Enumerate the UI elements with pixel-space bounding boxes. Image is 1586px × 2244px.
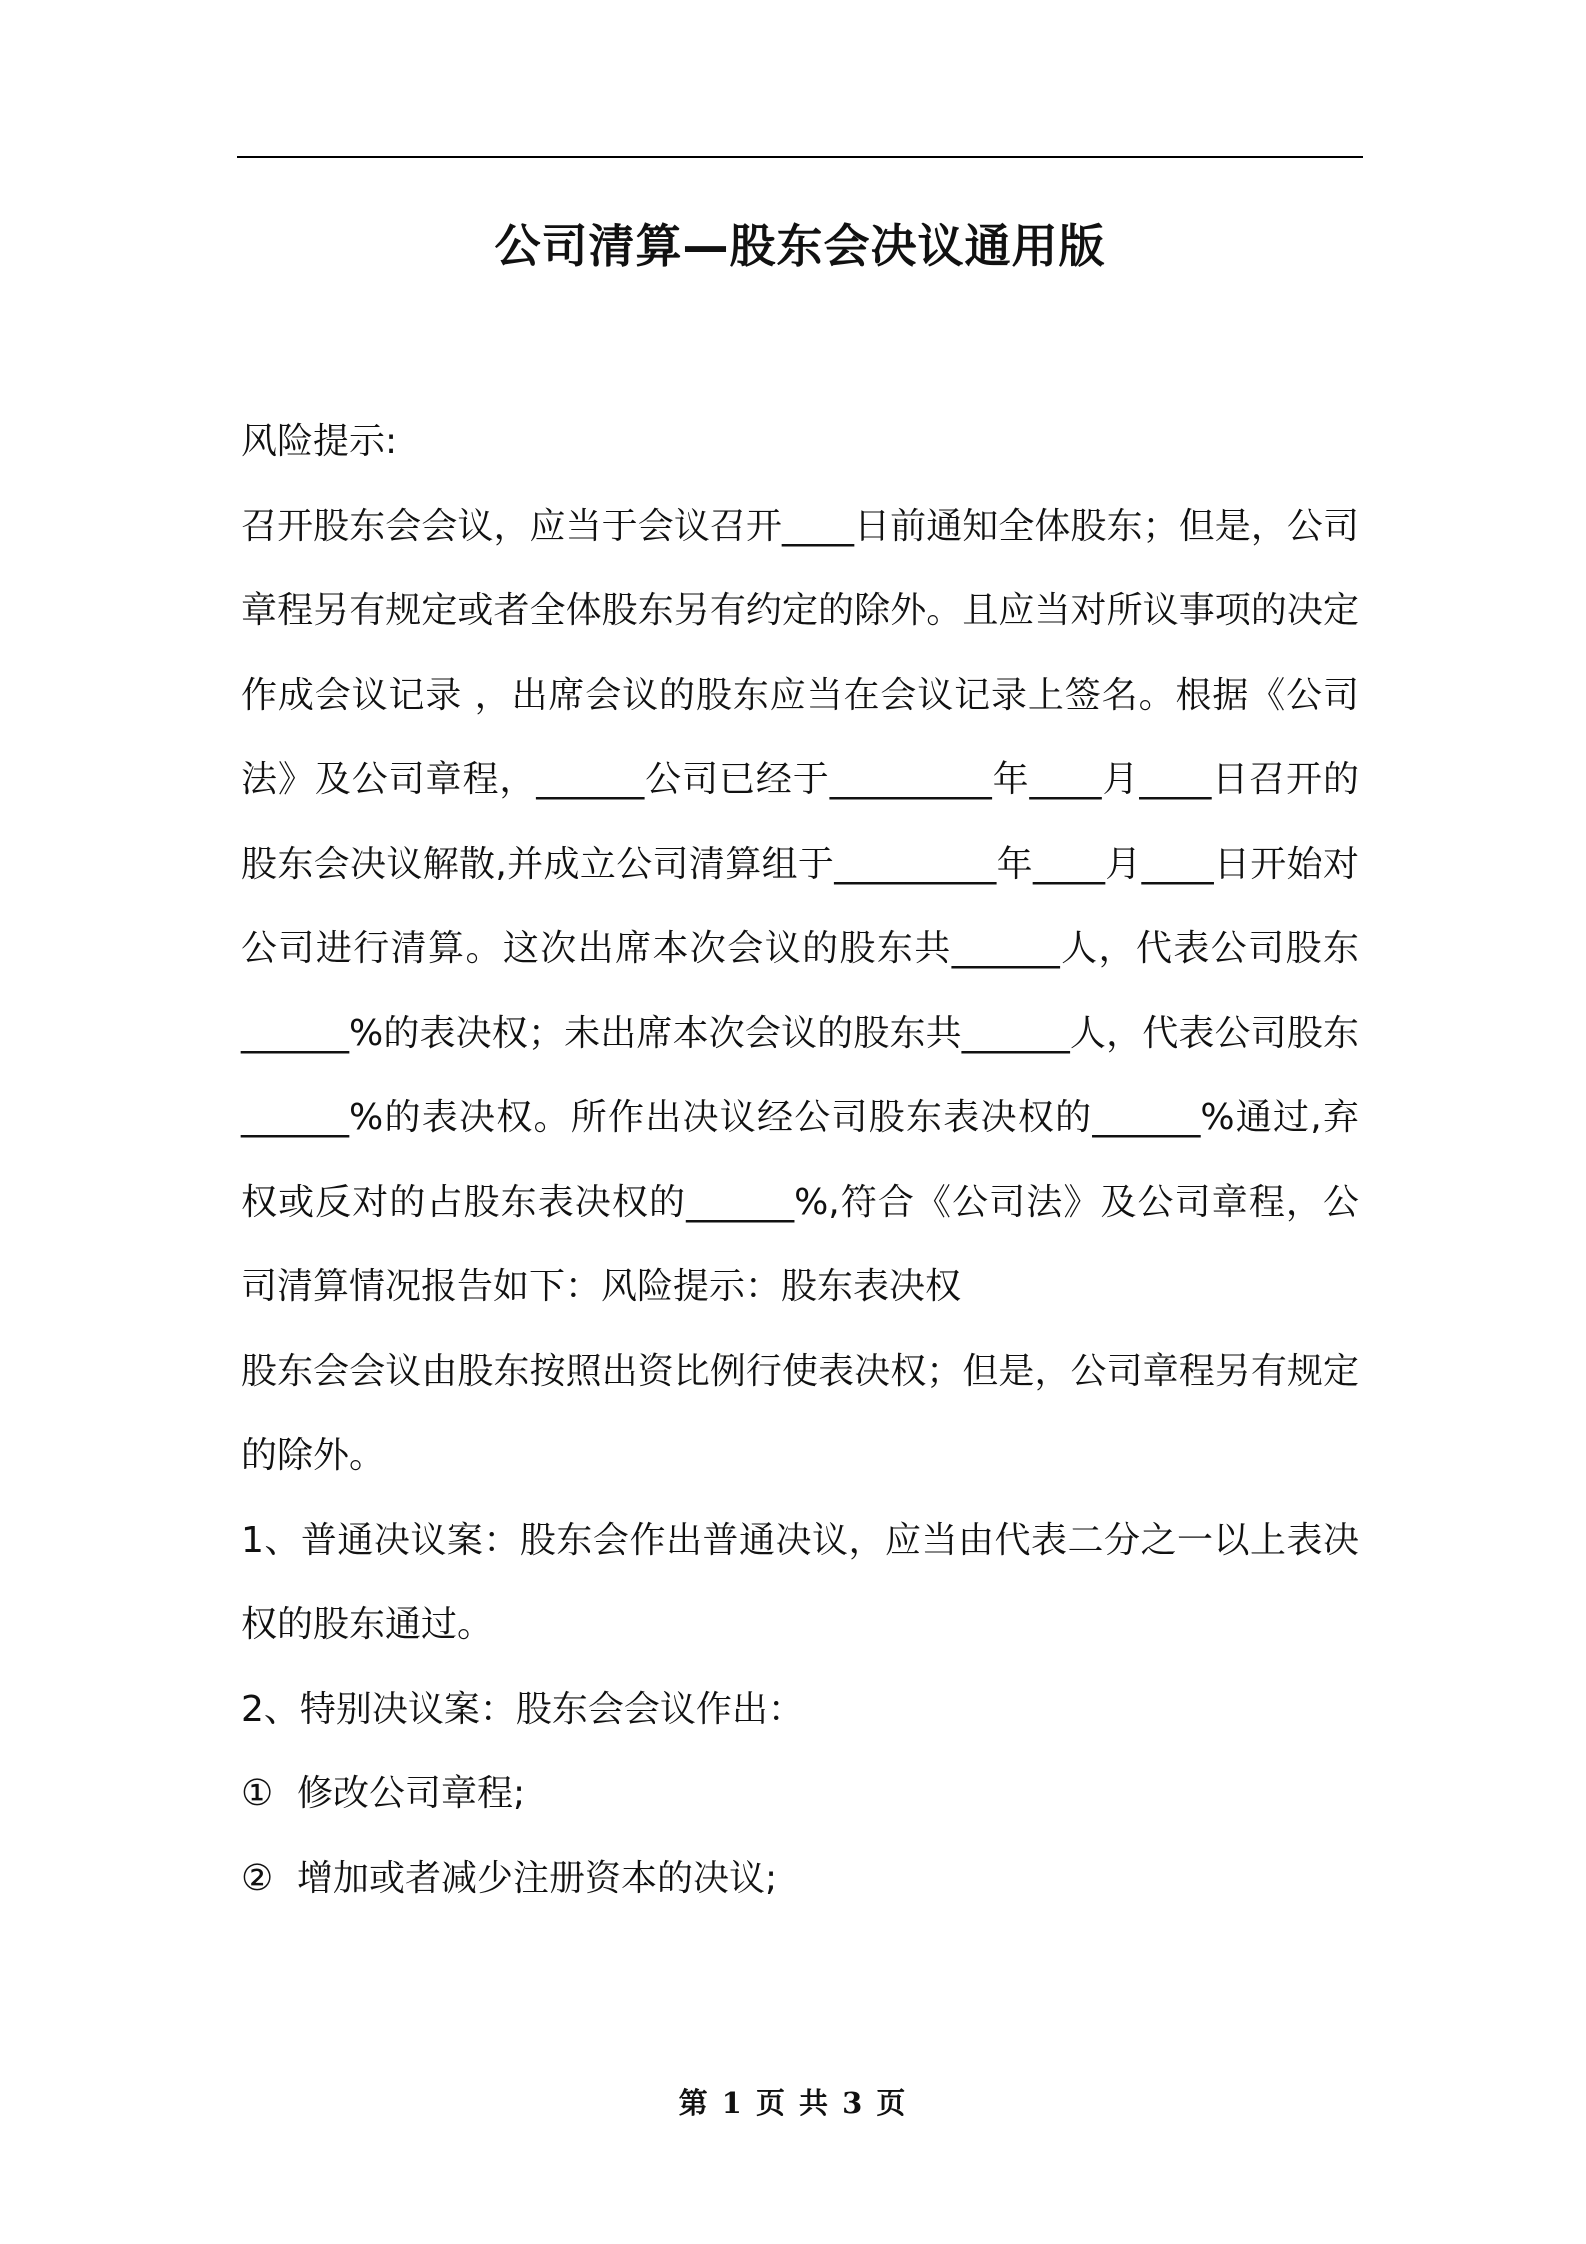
list-item-text: 修改公司章程; [297, 1773, 526, 1814]
list-item-text: 增加或者减少注册资本的决议; [297, 1857, 778, 1899]
list-item [241, 1837, 1359, 1922]
voting-rights-paragraph: 股东会会议由股东按照出资比例行使表决权；但是，公司章程另有规定的除外。 [241, 1350, 1359, 1476]
page-number-footer: 第 1 页 共 3 页 [678, 2086, 908, 2120]
special-resolution-paragraph: 2、特别决议案：股东会会议作出： [241, 1688, 804, 1730]
list-item-marker: ① [241, 1773, 274, 1814]
list-item-marker: ② [241, 1857, 274, 1899]
risk-notice-heading: 风险提示: [241, 421, 398, 462]
ordinary-resolution-paragraph: 1、普通决议案：股东会作出普通决议，应当由代表二分之一以上表决权的股东通过。 [241, 1519, 1359, 1645]
resolution-paragraph: 召开股东会会议，应当于会议召开____日前通知全体股东；但是，公司章程另有规定或者全体股东另有约定的除外。且应当对所议事项的决定作成会议记录 ，出席会议的股东应当在会议记录上签名。根据《公司法》及公司章程，______公司已经于_________年____月____日召开的股东会决议解散,并成立公司清算组于_________年____月____日开始对公司进行清算。这次出席本次会议的股东共______人，代表公司股东______%的表决权；未出席本次会议的股东共______人，代表公司股东______%的表决权。所作出决议经公司股东表决权的______%通过,弃权或反对的占股东表决权的______%,符合《公司法》及公司章程，公司清算情况报告如下：风险提示：股东表决权 [241, 505, 1359, 1307]
list-item [241, 1752, 1359, 1837]
document-body [241, 400, 1359, 1921]
header-rule [237, 156, 1363, 158]
document-title: 公司清算—股东会决议通用版 [494, 219, 1106, 273]
